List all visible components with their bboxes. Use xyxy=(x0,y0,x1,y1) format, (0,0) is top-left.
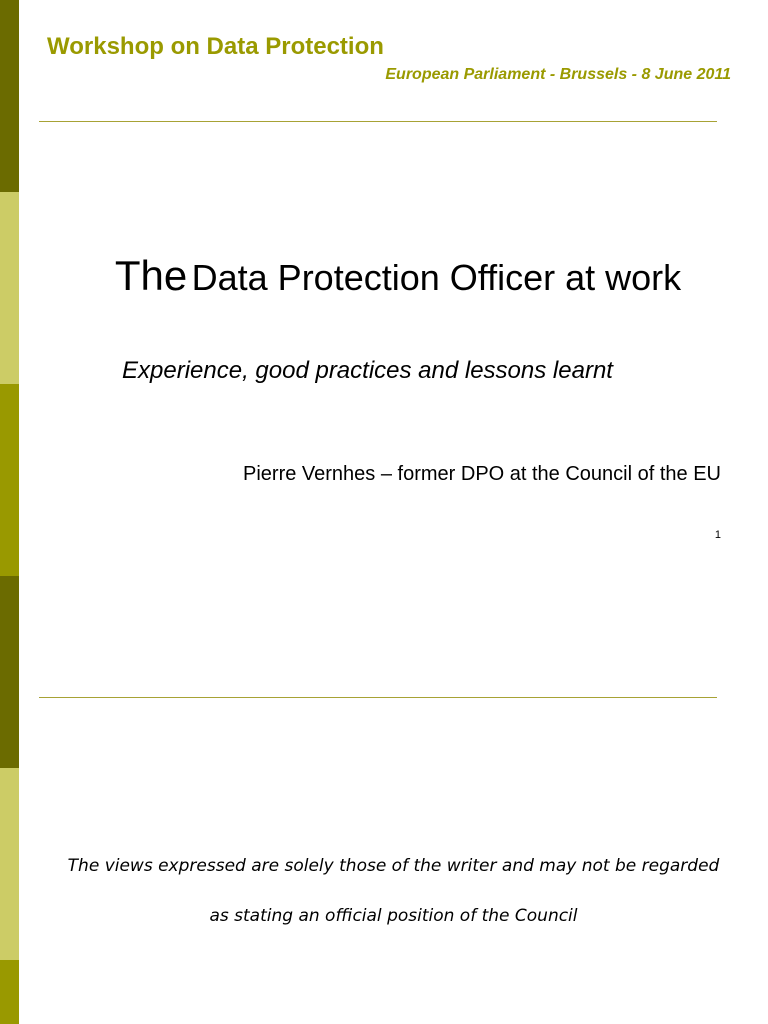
sidebar-segment-mid xyxy=(0,384,19,576)
disclaimer-line-1: The views expressed are solely those of the writer and may not be regarded xyxy=(67,856,720,876)
divider-top xyxy=(39,121,717,122)
header-title: Workshop on Data Protection xyxy=(47,33,384,60)
sidebar-segment-light xyxy=(0,768,19,960)
divider-bottom xyxy=(39,697,717,698)
sidebar-segment-mid xyxy=(0,960,19,1024)
sidebar-segment-dark xyxy=(0,0,19,192)
sidebar-segment-dark xyxy=(0,576,19,768)
decorative-sidebar xyxy=(0,0,19,1024)
page-number: 1 xyxy=(714,529,721,541)
disclaimer-line-2: as stating an official position of the Council xyxy=(209,906,578,926)
header-subtitle: European Parliament - Brussels - 8 June 2011 xyxy=(385,66,731,83)
slide-title xyxy=(0,252,768,300)
slide-subtitle: Experience, good practices and lessons learnt xyxy=(122,357,613,384)
slide-title-rest: Data Protection Officer at work xyxy=(191,257,682,298)
slide-title-first-word: The xyxy=(114,252,188,299)
slide-author: Pierre Vernhes – former DPO at the Council of the EU xyxy=(243,463,721,485)
